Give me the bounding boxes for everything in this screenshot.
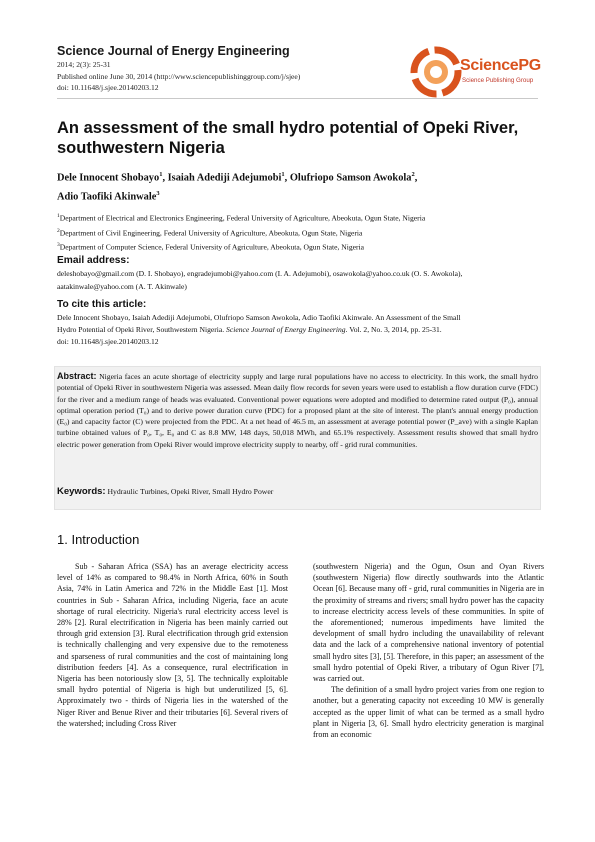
- author-separator: ,: [284, 172, 290, 184]
- citation: [57, 312, 538, 348]
- affiliation-mark: 1: [57, 213, 60, 219]
- body-paragraph: The definition of a small hydro project varies from one region to another, but a generating capacity not exceeding 10 MW is generally accepted as the upper limit of what can be termed as a small hydro plant in Nigeria [3, 6]. Small hydro electricity generation is marginal from an economic: [313, 685, 544, 740]
- citation-text: Hydro Potential of Opeki River, Southwestern Nigeria.: [57, 325, 227, 334]
- keywords-label: Keywords:: [57, 486, 106, 497]
- abstract: [57, 371, 538, 450]
- abstract-text: Nigeria faces an acute shortage of electricity supply and large rural populations have no access to electricity. In this work, the small hydro potential of Opeki River in southwestern Nigeria was assessed. Mean daily flow records for seven years were used to establish a flow duration curve (FDC) for the river and a medium range of heads was evaluated. Conventional power equations were adopted and modified to determine rated output (P₀), annual optimal operation period (T₀) and to derive power duration curve (PDC) for a proposed plant at the site of interest. The plant's annual energy production (E₀) and capacity factor (C) were projected from the PDC. At a net head of 46.5 m, an assessment at average potential power (P_ave) with a single Kaplan turbine obtained values of P₀, T₀, E₀ and C as 8.8 MW, 148 days, 50,018 MWh, and 65.1% respectively. Assessment results showed that small hydro electric power generation from Opeki River would improve electricity supply to nearby, off - grid rural communities.: [57, 372, 538, 449]
- author-affiliation-mark: 1: [159, 171, 163, 178]
- email-line: aatakinwale@yahoo.com (A. T. Akinwale): [57, 282, 187, 291]
- affiliation: [57, 225, 538, 240]
- body-paragraph: Sub - Saharan Africa (SSA) has an average electricity access level of 14% as compared to 98.4% in North Africa, 60% in South Asia, 74% in Latin America and 72% in the Middle East [1]. Most countries in Sub - Saharan Africa, including Nigeria, face an acute shortage of rural electricity. Nigeria's rural electricity access level is 28% [2]. Rural electrification in Nigeria has been mainly carried out through grid extension [3]. Rural electrification through grid extension is technically challenging and very expensive due to the remoteness and sparseness of rural communities and the cost of maintaining long distribution feeders [4]. As a consequence, rural electrification in Nigeria has been notoriously slow [3, 5]. The technically exploitable small hydro potential of Nigeria is high but underutilized [5, 6]. Approximately two - thirds of Nigeria lies in the watershed of the Niger River and Benue River and their tributaries [6]. Several rivers of the watershed; including Cross River: [57, 562, 288, 728]
- keywords: [57, 486, 538, 497]
- author-separator: ,: [162, 172, 168, 184]
- author-name: Adio Taofiki Akinwale: [57, 191, 157, 203]
- journal-doi: doi: 10.11648/j.sjee.20140203.12: [57, 83, 159, 92]
- journal-title: Science Journal of Energy Engineering: [57, 44, 290, 58]
- keywords-text: Hydraulic Turbines, Opeki River, Small Hydro Power: [107, 487, 274, 496]
- cite-heading: To cite this article:: [57, 299, 147, 310]
- publisher-name: SciencePG: [460, 57, 541, 74]
- journal-volume: 2014; 2(3): 25-31: [57, 60, 111, 69]
- journal-header: [57, 44, 541, 96]
- author-name: Isaiah Adediji Adejumobi: [167, 172, 282, 184]
- email-heading: Email address:: [57, 255, 130, 266]
- publisher-logo-icon: [410, 46, 462, 98]
- citation-line: [57, 324, 538, 336]
- section-heading: 1. Introduction: [57, 532, 140, 547]
- citation-text: . Vol. 2, No. 3, 2014, pp. 25-31.: [345, 325, 442, 334]
- affiliation-list: [57, 210, 538, 254]
- affiliation-text: Department of Civil Engineering, Federal University of Agriculture, Abeokuta, Ogun State, Nigeria: [59, 228, 363, 238]
- email-line: deleshobayo@gmail.com (D. I. Shobayo), engradejumobi@yahoo.com (I. A. Adejumobi), osawokola@yahoo.co.uk (O. S. Awokola),: [57, 269, 463, 278]
- author-affiliation-mark: 2: [411, 171, 415, 178]
- journal-meta: [57, 59, 300, 94]
- affiliation-mark: 3: [57, 242, 60, 249]
- author-affiliation-mark: 1: [281, 171, 285, 178]
- publisher-logo: [410, 46, 541, 98]
- author-name: Olufriopo Samson Awokola: [289, 172, 412, 184]
- author-affiliation-mark: 3: [156, 190, 160, 198]
- body-column-right: [313, 561, 544, 740]
- publisher-tagline: Science Publishing Group: [462, 77, 534, 84]
- affiliation: [57, 210, 538, 225]
- body-column-left: [57, 561, 288, 729]
- paper-title: An assessment of the small hydro potential of Opeki River, southwestern Nigeria: [57, 119, 519, 157]
- affiliation-text: Department of Computer Science, Federal University of Agriculture, Abeokuta, Ogun State, Nigeria: [59, 242, 365, 252]
- author-separator: ,: [414, 172, 418, 184]
- abstract-label: Abstract:: [57, 371, 97, 381]
- journal-published: Published online June 30, 2014 (http://www.sciencepublishinggroup.com/j/sjee): [57, 71, 301, 81]
- affiliation-mark: 2: [57, 227, 60, 234]
- body-paragraph: (southwestern Nigeria) and the Ogun, Osun and Oyan Rivers (southwestern Nigeria) flow directly southwards into the Atlantic Ocean [6]. Because many off - grid, rural communities in Nigeria are in the proximity of streams and rivers; small hydro power has the capacity to increase electricity access levels of these communities. In spite of the aforementioned; numerous impediments have limited the development of small hydro including the unavailability of relevant data and the lack of a comprehensive national inventory of potential small hydro sites [3], [5]. Therefore, in this paper; an assessment of the small hydro potential of Opeki River, a tributary of Ogun River [7], was carried out.: [313, 562, 544, 684]
- email-list: [57, 267, 538, 293]
- affiliation-text: Department of Electrical and Electronics Engineering, Federal University of Agriculture, Abeokuta, Ogun State, Nigeria: [59, 213, 426, 223]
- header-divider: [57, 98, 538, 99]
- citation-line: Dele Innocent Shobayo, Isaiah Adediji Adejumobi, Olufriopo Samson Awokola, Adio Taofiki Akinwale. An Assessment of the Small: [57, 313, 461, 322]
- author-list: [57, 167, 538, 206]
- author-name: Dele Innocent Shobayo: [57, 172, 160, 184]
- affiliation: [57, 239, 538, 254]
- citation-doi: doi: 10.11648/j.sjee.20140203.12: [57, 337, 159, 346]
- citation-journal: Science Journal of Energy Engineering: [226, 325, 346, 334]
